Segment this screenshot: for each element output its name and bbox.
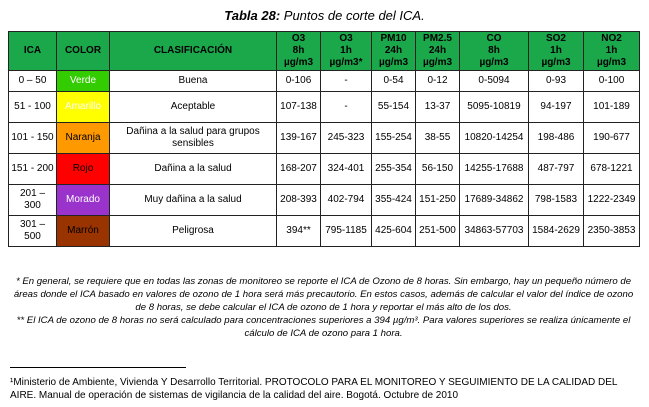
footnote-divider <box>10 367 186 368</box>
cell-so2: 94-197 <box>529 92 584 123</box>
cell-so2: 1584-2629 <box>529 216 584 247</box>
header-ica <box>9 32 57 71</box>
cell-pm25: 13-37 <box>416 92 460 123</box>
cell-o3-1h: 402-794 <box>321 185 372 216</box>
cell-ica: 101 - 150 <box>9 123 57 154</box>
cell-pm10: 355-424 <box>372 185 416 216</box>
cell-ica: 0 – 50 <box>9 71 57 92</box>
header-o3-8h-line: µg/m3 <box>283 57 314 68</box>
header-pm10-line: 24h <box>384 45 403 56</box>
cell-no2: 678-1221 <box>584 154 640 185</box>
cell-so2: 0-93 <box>529 71 584 92</box>
table-row <box>9 92 640 123</box>
note-ozone-8h: ** El ICA de ozono de 8 horas no será calculado para concentraciones superiores a 394 µg/m³. Para valores superiores se realiza únicamente el cálculo de ICA de ozono para 1 hora. <box>16 315 631 339</box>
cell-o3-1h: 324-401 <box>321 154 372 185</box>
header-pm10-line: µg/m3 <box>378 57 409 68</box>
header-so2-line: 1h <box>550 45 562 56</box>
header-pm25-line: µg/m3 <box>422 57 453 68</box>
cell-o3-8h: 0-106 <box>277 71 321 92</box>
table-row <box>9 71 640 92</box>
cell-co: 34863-57703 <box>460 216 529 247</box>
cell-ica: 51 - 100 <box>9 92 57 123</box>
header-o3-1h-line: 1h <box>340 45 352 56</box>
header-o3-1h-line: µg/m3* <box>329 57 363 68</box>
cell-ica: 151 - 200 <box>9 154 57 185</box>
header-color-line: COLOR <box>64 45 102 56</box>
ica-table <box>8 31 640 247</box>
cell-ica: 201 – 300 <box>9 185 57 216</box>
cell-so2: 487-797 <box>529 154 584 185</box>
header-color <box>57 32 110 71</box>
header-no2-line: µg/m3 <box>596 57 627 68</box>
header-pm25 <box>416 32 460 71</box>
color-swatch-cell: Marrón <box>57 216 110 247</box>
color-swatch-cell: Amarillo <box>57 92 110 123</box>
cell-so2: 198-486 <box>529 123 584 154</box>
table-header-row <box>9 32 640 71</box>
header-pm10-line: PM10 <box>380 33 407 44</box>
header-ica-line: ICA <box>23 45 42 56</box>
cell-no2: 101-189 <box>584 92 640 123</box>
cell-clasificacion: Muy dañina a la salud <box>110 185 277 216</box>
cell-pm10: 255-354 <box>372 154 416 185</box>
cell-co: 10820-14254 <box>460 123 529 154</box>
header-no2-line: NO2 <box>601 33 622 44</box>
header-co-line: CO <box>486 33 502 44</box>
cell-pm10: 0-54 <box>372 71 416 92</box>
cell-o3-8h: 208-393 <box>277 185 321 216</box>
cell-o3-8h: 107-138 <box>277 92 321 123</box>
caption-title: Puntos de corte del ICA. <box>283 8 425 23</box>
cell-pm25: 0-12 <box>416 71 460 92</box>
color-swatch-cell: Naranja <box>57 123 110 154</box>
cell-o3-1h: 795-1185 <box>321 216 372 247</box>
header-o3-8h-line: O3 <box>291 33 306 44</box>
header-no2-line: 1h <box>605 45 618 56</box>
cell-clasificacion: Aceptable <box>110 92 277 123</box>
table-row <box>9 154 640 185</box>
header-o3-1h <box>321 32 372 71</box>
cell-pm25: 56-150 <box>416 154 460 185</box>
table-row <box>9 185 640 216</box>
table-caption <box>0 8 649 23</box>
footnote: ¹Ministerio de Ambiente, Vivienda Y Desarrollo Territorial. PROTOCOLO PARA EL MONITOREO Y SEGUIMIENTO DE LA CALIDAD DEL AIRE. Manual de operación de sistemas de vigilancia de la calidad del aire. Bogotá. Octubre de 2010 <box>10 377 618 401</box>
header-co <box>460 32 529 71</box>
cell-pm25: 251-500 <box>416 216 460 247</box>
color-swatch-cell: Verde <box>57 71 110 92</box>
cell-co: 0-5094 <box>460 71 529 92</box>
cell-clasificacion: Dañina a la salud <box>110 154 277 185</box>
color-swatch-cell: Rojo <box>57 154 110 185</box>
cell-o3-8h: 168-207 <box>277 154 321 185</box>
cell-no2: 1222-2349 <box>584 185 640 216</box>
note-ozone-1h: * En general, se requiere que en todas las zonas de monitoreo se reporte el ICA de Ozono de 8 horas. Sin embargo, hay un pequeño número de áreas donde el ICA basado en valores de ozono de 1 hora será más precautorio. En estos casos, además de calcular el valor del índice de ozono de 8 horas, se debe calcular el ICA de ozono de 1 hora y reportar el más alto de los dos. <box>13 276 634 313</box>
header-clasificacion-line: CLASIFICACIÓN <box>153 45 233 56</box>
header-so2-line: µg/m3 <box>541 57 571 68</box>
header-o3-8h-line: 8h <box>292 45 305 56</box>
cell-no2: 190-677 <box>584 123 640 154</box>
header-pm10 <box>372 32 416 71</box>
cell-clasificacion: Dañina a la salud para grupos sensibles <box>110 123 277 154</box>
header-so2 <box>529 32 584 71</box>
cell-co: 17689-34862 <box>460 185 529 216</box>
table-notes <box>8 275 639 340</box>
cell-ica: 301 – 500 <box>9 216 57 247</box>
cell-no2: 2350-3853 <box>584 216 640 247</box>
cell-co: 5095-10819 <box>460 92 529 123</box>
cell-o3-1h: - <box>321 92 372 123</box>
cell-pm10: 55-154 <box>372 92 416 123</box>
table-row <box>9 123 640 154</box>
table-body <box>9 71 640 247</box>
cell-clasificacion: Buena <box>110 71 277 92</box>
color-swatch-cell: Morado <box>57 185 110 216</box>
cell-o3-8h: 394** <box>277 216 321 247</box>
header-co-line: µg/m3 <box>479 57 509 68</box>
cell-pm10: 155-254 <box>372 123 416 154</box>
cell-o3-1h: 245-323 <box>321 123 372 154</box>
caption-label: Tabla 28: <box>224 8 281 23</box>
table-row <box>9 216 640 247</box>
header-pm25-line: PM2.5 <box>423 33 452 44</box>
cell-no2: 0-100 <box>584 71 640 92</box>
cell-co: 14255-17688 <box>460 154 529 185</box>
header-o3-8h <box>277 32 321 71</box>
cell-so2: 798-1583 <box>529 185 584 216</box>
header-so2-line: SO2 <box>545 33 566 44</box>
cell-clasificacion: Peligrosa <box>110 216 277 247</box>
cell-o3-1h: - <box>321 71 372 92</box>
header-o3-1h-line: O3 <box>339 33 353 44</box>
header-pm25-line: 24h <box>428 45 447 56</box>
cell-pm25: 151-250 <box>416 185 460 216</box>
header-no2 <box>584 32 640 71</box>
header-co-line: 8h <box>488 45 500 56</box>
cell-pm10: 425-604 <box>372 216 416 247</box>
header-clasificacion <box>110 32 277 71</box>
cell-pm25: 38-55 <box>416 123 460 154</box>
cell-o3-8h: 139-167 <box>277 123 321 154</box>
